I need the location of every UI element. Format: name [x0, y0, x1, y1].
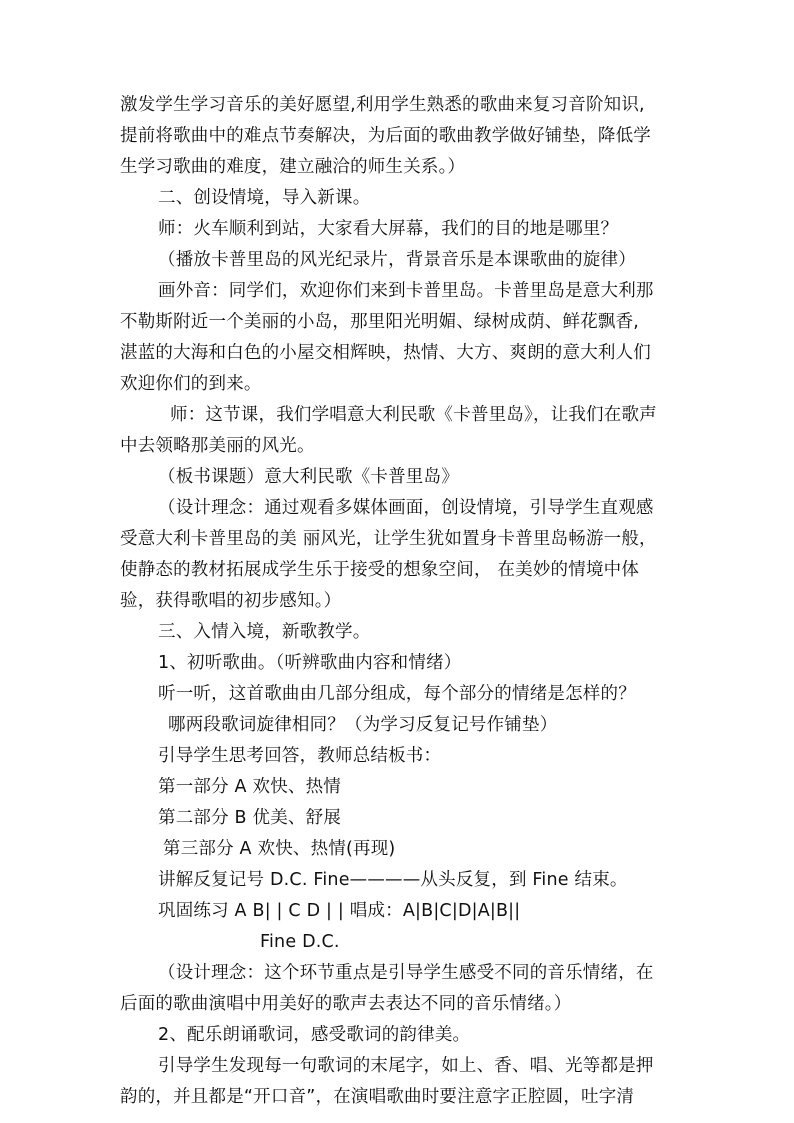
paragraph-line: 生学习歌曲的难度，建立融洽的师生关系。） — [120, 157, 466, 177]
paragraph-line: （播放卡普里岛的风光纪录片，背景音乐是本课歌曲的旋律） — [158, 250, 636, 270]
paragraph-line: 湛蓝的大海和白色的小屋交相辉映，热情、大方、爽朗的意大利人们 — [120, 343, 651, 363]
paragraph-line: 韵的，并且都是“开口音”，在演唱歌曲时要注意字正腔圆，吐字清 — [120, 1087, 635, 1107]
paragraph-line: 提前将歌曲中的难点节奏解决，为后面的歌曲教学做好铺垫，降低学 — [120, 126, 651, 146]
paragraph-line: 讲解反复记号 D.C. Fine————从头反复，到 Fine 结束。 — [158, 870, 628, 890]
board-title-line: （板书课题）意大利民歌《卡普里岛》 — [158, 467, 459, 487]
paragraph-line: 受意大利卡普里岛的美 丽风光，让学生犹如置身卡普里岛畅游一般， — [120, 529, 657, 549]
paragraph-line: 验，获得歌唱的初步感知。） — [120, 591, 342, 611]
paragraph-line: 引导学生思考回答，教师总结板书： — [158, 746, 442, 766]
paragraph-line: 听一听，这首歌曲由几部分组成，每个部分的情绪是怎样的？ — [158, 684, 636, 704]
paragraph-line: 中去领略那美丽的风光。 — [120, 436, 315, 456]
paragraph-line: 巩固练习 A B| | C D | | 唱成：A|B|C|D|A|B|| — [158, 901, 521, 921]
paragraph-line: 画外音：同学们，欢迎你们来到卡普里岛。卡普里岛是意大利那 — [158, 281, 654, 301]
section-heading: 三、入情入境，新歌教学。 — [158, 622, 371, 642]
paragraph-line: 激发学生学习音乐的美好愿望,利用学生熟悉的歌曲来复习音阶知识, — [120, 95, 645, 115]
paragraph-line: 1、初听歌曲。（听辨歌曲内容和情绪） — [158, 653, 462, 673]
paragraph-line: 不勒斯附近一个美丽的小岛，那里阳光明媚、绿树成荫、鲜花飘香, — [120, 312, 640, 332]
list-item: 第二部分 B 优美、舒展 — [158, 808, 342, 828]
list-item: 第一部分 A 欢快、热情 — [158, 777, 341, 797]
paragraph-line: 师：火车顺利到站，大家看大屏幕，我们的目的地是哪里？ — [158, 219, 619, 239]
paragraph-line: 哪两段歌词旋律相同？（为学习反复记号作铺垫） — [168, 715, 558, 735]
paragraph-line: 2、配乐朗诵歌词，感受歌词的韵律美。 — [158, 1025, 471, 1045]
paragraph-line: 引导学生发现每一句歌词的末尾字，如上、香、唱、光等都是押 — [158, 1056, 654, 1076]
section-heading: 二、创设情境，导入新课。 — [158, 188, 371, 208]
paragraph-line: 欢迎你们的到来。 — [120, 374, 262, 394]
paragraph-line: 后面的歌曲演唱中用美好的歌声去表达不同的音乐情绪。） — [120, 994, 572, 1014]
paragraph-line: （设计理念：这个环节重点是引导学生感受不同的音乐情绪，在 — [158, 963, 654, 983]
paragraph-line: 师：这节课，我们学唱意大利民歌《卡普里岛》，让我们在歌声 — [170, 405, 657, 425]
list-item: 第三部分 A 欢快、热情(再现) — [163, 839, 396, 859]
paragraph-line: 使静态的教材拓展成学生乐于接受的想象空间， 在美妙的情境中体 — [120, 560, 640, 580]
paragraph-line: Fine D.C. — [260, 932, 340, 952]
paragraph-line: （设计理念：通过观看多媒体画面，创设情境，引导学生直观感 — [158, 498, 654, 518]
